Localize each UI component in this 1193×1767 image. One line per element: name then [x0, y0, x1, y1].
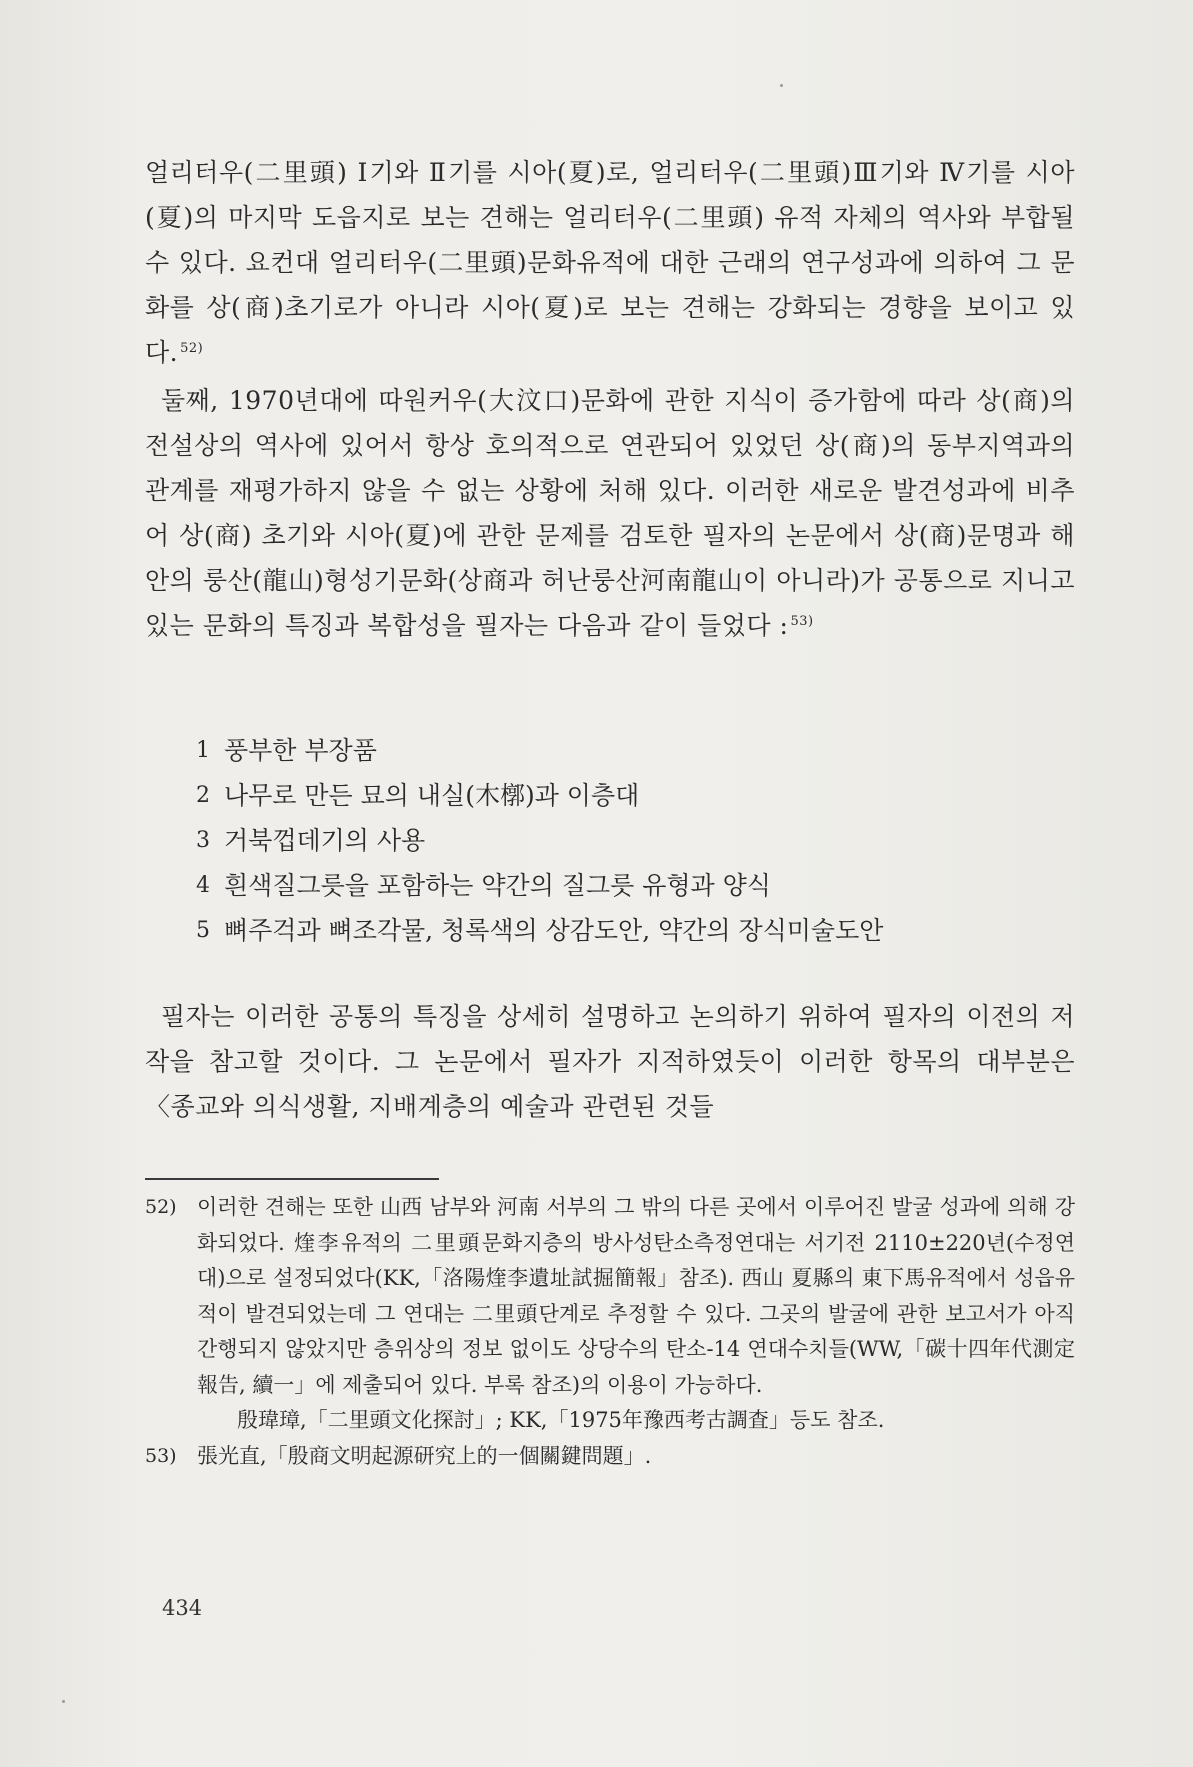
footnote-text: 이러한 견해는 또한 山西 남부와 河南 서부의 그 밖의 다른 곳에서 이루어진 발굴 성과에 의해 강화되었다. 煃李유적의 二里頭문화지층의 방사성탄소측정연대는 서기전 2110±220년(수정연대)으로 설정되었다(KK,「洛陽煃李遺址試掘簡報」참조). 西山 夏縣의 東下馬유적에서 성읍유적이 발견되었는데 그 연대는 二里頭단계로 추정할 수 있다. 그곳의 발굴에 관한 보고서가 아직 간행되지 않았지만 층위상의 정보 없이도 상당수의 탄소-14 연대수치들(WW,「碳十四年代測定報告, 續一」에 제출되어 있다. 부록 참조)의 이용이 가능하다. — [197, 1195, 1075, 1397]
paragraph-1 — [145, 150, 1075, 375]
list-item — [196, 773, 1056, 818]
footnote-number: 53) — [145, 1444, 177, 1467]
list-item-number: 2 — [196, 783, 210, 808]
paragraph-3-text: 필자는 이러한 공통의 특징을 상세히 설명하고 논의하기 위하여 필자의 이전의 저작을 참고할 것이다. 그 논문에서 필자가 지적하였듯이 이러한 항목의 대부분은 〈종교와 의식생활, 지배계층의 예술과 관련된 것들 — [145, 1002, 1075, 1121]
footnote-52-continuation: 殷瑋璋,「二里頭文化探討」; KK,「1975年豫西考古調査」등도 참조. — [237, 1408, 885, 1432]
footnote-52 — [145, 1190, 1075, 1403]
list-item — [196, 728, 1056, 773]
list-item-text: 거북껍데기의 사용 — [224, 826, 426, 855]
list-item-text: 풍부한 부장품 — [224, 736, 377, 765]
list-item-text: 나무로 만든 묘의 내실(木槨)과 이층대 — [224, 781, 640, 810]
list-item — [196, 818, 1056, 863]
list-item — [196, 863, 1056, 908]
list-item-number: 4 — [196, 873, 210, 898]
footnote-ref-52: 52) — [180, 340, 204, 356]
page-number: 434 — [162, 1596, 203, 1620]
footnotes — [145, 1190, 1075, 1474]
feature-list — [196, 728, 1056, 953]
list-item-number: 3 — [196, 828, 210, 853]
footnote-divider — [145, 1178, 439, 1180]
footnote-number: 52) — [145, 1196, 177, 1218]
list-item-text: 흰색질그릇을 포함하는 약간의 질그릇 유형과 양식 — [224, 871, 771, 900]
paragraph-2 — [145, 378, 1075, 648]
footnote-ref-53: 53) — [790, 613, 814, 629]
paper-speck — [62, 1700, 65, 1703]
footnote-53 — [145, 1439, 1075, 1475]
list-item — [196, 908, 1056, 953]
paper-speck — [780, 84, 783, 87]
list-item-number: 5 — [196, 918, 210, 943]
paragraph-3 — [145, 994, 1075, 1129]
paragraph-1-text: 얼리터우(二里頭) Ⅰ기와 Ⅱ기를 시아(夏)로, 얼리터우(二里頭)Ⅲ기와 Ⅳ기를 시아(夏)의 마지막 도읍지로 보는 견해는 얼리터우(二里頭) 유적 자체의 역사와 부합될 수 있다. 요컨대 얼리터우(二里頭)문화유적에 대한 근래의 연구성과에 의하여 그 문화를 상(商)초기로가 아니라 시아(夏)로 보는 견해는 강화되는 경향을 보이고 있다. — [145, 158, 1075, 367]
list-item-text: 뼈주걱과 뼈조각물, 청록색의 상감도안, 약간의 장식미술도안 — [224, 916, 884, 945]
paragraph-2-text: 둘째, 1970년대에 따원커우(大汶口)문화에 관한 지식이 증가함에 따라 상(商)의 전설상의 역사에 있어서 항상 호의적으로 연관되어 있었던 상(商)의 동부지역과의 관계를 재평가하지 않을 수 없는 상황에 처해 있다. 이러한 새로운 발견성과에 비추어 상(商) 초기와 시아(夏)에 관한 문제를 검토한 필자의 논문에서 상(商)문명과 해안의 룽산(龍山)형성기문화(상商과 허난룽산河南龍山이 아니라)가 공통으로 지니고 있는 문화의 특징과 복합성을 필자는 다음과 같이 들었다 : — [145, 386, 1075, 640]
footnote-text: 張光直,「殷商文明起源研究上的一個關鍵問題」. — [197, 1443, 652, 1468]
list-item-number: 1 — [196, 738, 210, 763]
